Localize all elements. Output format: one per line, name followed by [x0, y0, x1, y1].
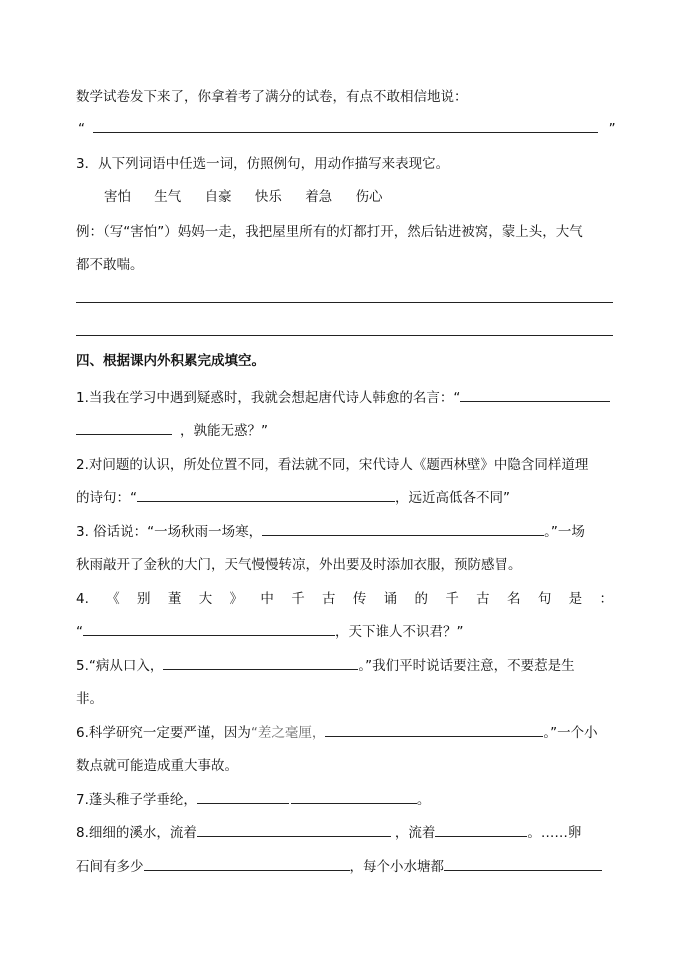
word-choices — [104, 188, 382, 206]
question-2-line-1 — [76, 456, 588, 474]
open-quote: “ — [78, 121, 85, 137]
q4-char: 董 — [167, 591, 182, 607]
question-1-blank-b[interactable] — [76, 422, 172, 435]
question-4-line-2 — [76, 623, 464, 641]
q4-char: 古 — [322, 591, 336, 607]
intro-line — [76, 88, 468, 106]
question-3-text: 3．从下列词语中任选一词，仿照例句，用动作描写来表现它。 — [76, 156, 450, 172]
example-text-end: 都不敢喘。 — [76, 257, 144, 273]
quote-answer-line — [78, 120, 616, 138]
question-6-text-cont: 数点就可能造成重大事故。 — [76, 758, 238, 774]
q4-char: 中 — [260, 591, 274, 607]
question-5-text-end: 。”我们平时说话要注意，不要惹是生 — [358, 658, 575, 674]
question-6-text-start: 6.科学研究一定要严谨，因为 — [76, 725, 251, 741]
question-7-text-end: 。 — [416, 792, 431, 808]
intro-text: 数学试卷发下来了，你拿着考了满分的试卷，有点不敢相信地说： — [76, 89, 468, 105]
section-4-title — [76, 352, 265, 370]
q4-char: 》 — [229, 591, 244, 607]
question-4-line-1 — [76, 590, 613, 608]
word-choice: 伤心 — [355, 189, 383, 205]
question-8-blank-a[interactable] — [197, 824, 391, 837]
q4-char: 古 — [476, 591, 490, 607]
question-5-line-1 — [76, 657, 575, 675]
q4-char: 的 — [414, 591, 428, 607]
q4-char: 4. — [76, 591, 89, 607]
question-2-blank[interactable] — [137, 489, 395, 502]
question-6-blank[interactable] — [325, 724, 543, 737]
question-8-line-1 — [76, 824, 581, 842]
question-2-line-2 — [76, 489, 510, 507]
question-6-text-end: 。”一个小 — [543, 725, 598, 741]
question-1-blank-a[interactable] — [460, 389, 610, 402]
question-3-line-1 — [76, 523, 585, 541]
question-7-text-start: 7.蓬头稚子学垂纶， — [76, 792, 197, 808]
question-4-spread-text — [76, 590, 613, 608]
question-4-text-end: ，天下谁人不识君？” — [335, 624, 464, 640]
question-6-quote: “差之毫厘， — [250, 725, 326, 741]
question-2-text-end: ，远近高低各不同” — [395, 490, 510, 506]
question-5-blank[interactable] — [163, 657, 358, 670]
question-1-text: 1.当我在学习中遇到疑惑时，我就会想起唐代诗人韩愈的名言：“ — [76, 390, 461, 406]
question-3-text-cont: 秋雨敲开了金秋的大门，天气慢慢转凉，外出要及时添加衣服，预防感冒。 — [76, 557, 522, 573]
question-8-text-start-2: 石间有多少 — [76, 859, 144, 875]
word-choice: 害怕 — [104, 189, 131, 205]
question-4-text-start: “ — [76, 624, 83, 640]
question-2-text-start: 的诗句：“ — [76, 490, 137, 506]
question-8-text-start: 8.细细的溪水，流着 — [76, 825, 197, 841]
word-choice: 着急 — [305, 189, 333, 205]
question-8-blank-d[interactable] — [444, 858, 602, 871]
answer-blank[interactable] — [93, 120, 598, 133]
q4-char: 是 — [568, 591, 583, 607]
close-quote: ” — [608, 121, 616, 137]
question-5-text-start: 5.“病从口入， — [76, 658, 164, 674]
question-3-line-2 — [76, 556, 522, 574]
q4-char: 千 — [445, 591, 459, 607]
question-8-text-mid: ，流着 — [394, 825, 436, 841]
q4-char: 《 — [106, 591, 120, 607]
question-7-line — [76, 791, 430, 809]
q4-char: 传 — [352, 591, 367, 607]
writing-line[interactable] — [76, 302, 613, 303]
question-5-text-cont: 非。 — [76, 691, 103, 707]
word-choice: 生气 — [154, 189, 182, 205]
question-7-blank-b[interactable] — [291, 791, 417, 804]
word-choice: 快乐 — [254, 189, 282, 205]
q4-char: 千 — [291, 591, 305, 607]
question-8-text-mid-2: ，每个小水塘都 — [349, 859, 444, 875]
question-4-blank[interactable] — [83, 623, 335, 636]
question-5-line-2 — [76, 690, 103, 708]
section-4-heading: 四、根据课内外积累完成填空。 — [76, 353, 265, 369]
question-8-text-end: 。……卵 — [527, 825, 582, 841]
question-3-title — [76, 155, 449, 173]
question-1-line-2 — [76, 422, 268, 440]
question-2-text: 2.对问题的认识，所处位置不同，看法就不同，宋代诗人《题西林壁》中隐含同样道理 — [76, 457, 589, 473]
q4-char: 别 — [137, 591, 151, 607]
question-6-line-2 — [76, 757, 238, 775]
example-line-2 — [76, 256, 144, 274]
example-line-1 — [76, 223, 583, 241]
question-1-line-1 — [76, 389, 610, 407]
question-3-blank[interactable] — [262, 523, 544, 536]
question-3-text-end: 。”一场 — [544, 524, 585, 540]
question-6-line-1 — [76, 724, 598, 742]
question-1-text-end: ，孰能无惑？” — [180, 423, 268, 439]
writing-line[interactable] — [76, 335, 613, 336]
question-8-blank-c[interactable] — [144, 858, 350, 871]
q4-char: 句 — [537, 591, 552, 607]
q4-char: 大 — [198, 591, 213, 607]
question-8-blank-b[interactable] — [435, 824, 527, 837]
example-text: 例：（写“害怕”）妈妈一走，我把屋里所有的灯都打开，然后钻进被窝，蒙上头，大气 — [76, 224, 583, 240]
question-7-blank-a[interactable] — [197, 791, 289, 804]
q4-char: 名 — [506, 591, 521, 607]
question-8-line-2 — [76, 858, 602, 876]
word-choice: 自豪 — [204, 189, 232, 205]
q4-char: ： — [599, 591, 613, 607]
question-3-text-start: 3. 俗话说：“一场秋雨一场寒， — [76, 524, 263, 540]
q4-char: 诵 — [383, 591, 398, 607]
